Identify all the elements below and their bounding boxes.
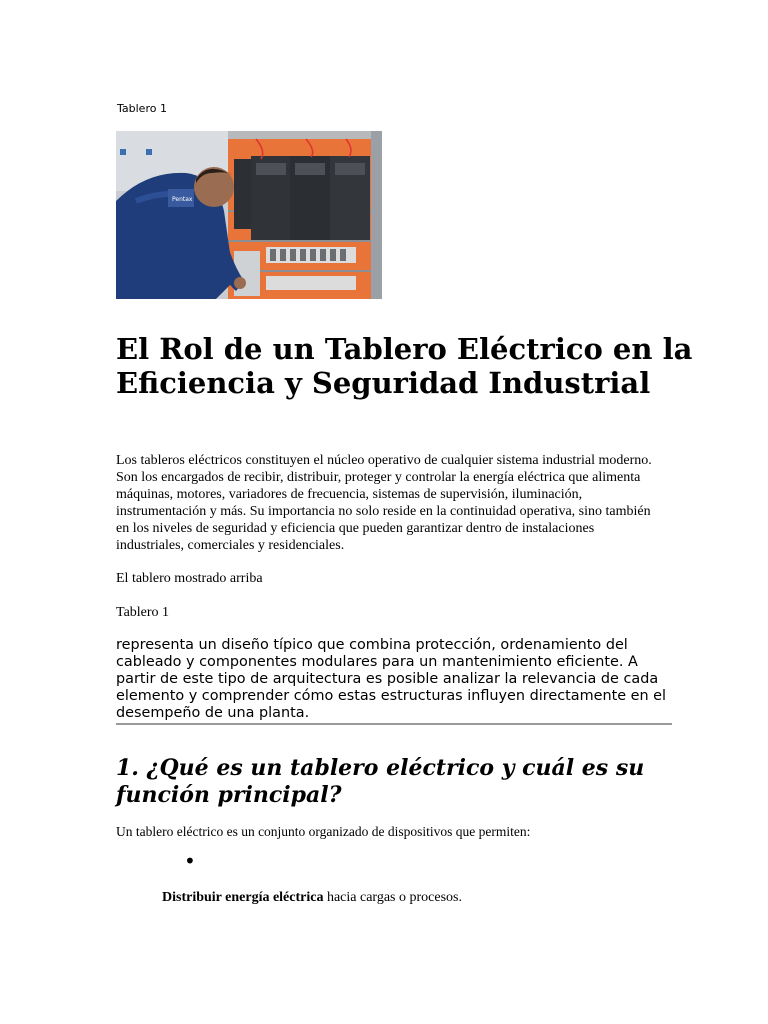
horizontal-rule (116, 723, 672, 725)
bullet-marker: • (184, 849, 196, 873)
figure-reference: Tablero 1 (116, 605, 170, 620)
document-title: El Rol de un Tablero Eléctrico en la Eficiencia y Seguridad Industrial (116, 332, 693, 400)
image-caption: Tablero 1 (117, 102, 167, 115)
section-heading: 1. ¿Qué es un tablero eléctrico y cuál es su función principal? (116, 755, 645, 808)
electrical-panel-photo (116, 131, 382, 299)
design-paragraph: representa un diseño típico que combina protección, ordenamiento del cableado y componentes modulares para un mantenimiento eficiente. A partir de este tipo de arquitectura es posible analizar la relevancia de cada elemento y comprender cómo estas estructuras influyen directamente en el desempeño de una planta. (116, 637, 667, 721)
shown-above-text: El tablero mostrado arriba (116, 571, 263, 586)
intro-paragraph: Los tableros eléctricos constituyen el núcleo operativo de cualquier sistema industrial moderno. Son los encargados de recibir, distribuir, proteger y controlar la energía eléctrica que alimenta máquinas, motores, variadores de frecuencia, sistemas de supervisión, iluminación, instrumentación y más. Su importancia no solo reside en la continuidad operativa, sino también en los niveles de seguridad y eficiencia que pueden garantizar dentro de instalaciones industriales, comerciales y residenciales. (116, 453, 652, 553)
list-item (162, 890, 462, 906)
list-item-bold: Distribuir energía eléctrica (162, 890, 324, 905)
list-item-text: hacia cargas o procesos. (323, 890, 462, 905)
photo-illustration (116, 131, 382, 299)
section-lead-text: Un tablero eléctrico es un conjunto organizado de dispositivos que permiten: (116, 824, 531, 839)
shirt-brand-text: Pentax (172, 196, 193, 203)
